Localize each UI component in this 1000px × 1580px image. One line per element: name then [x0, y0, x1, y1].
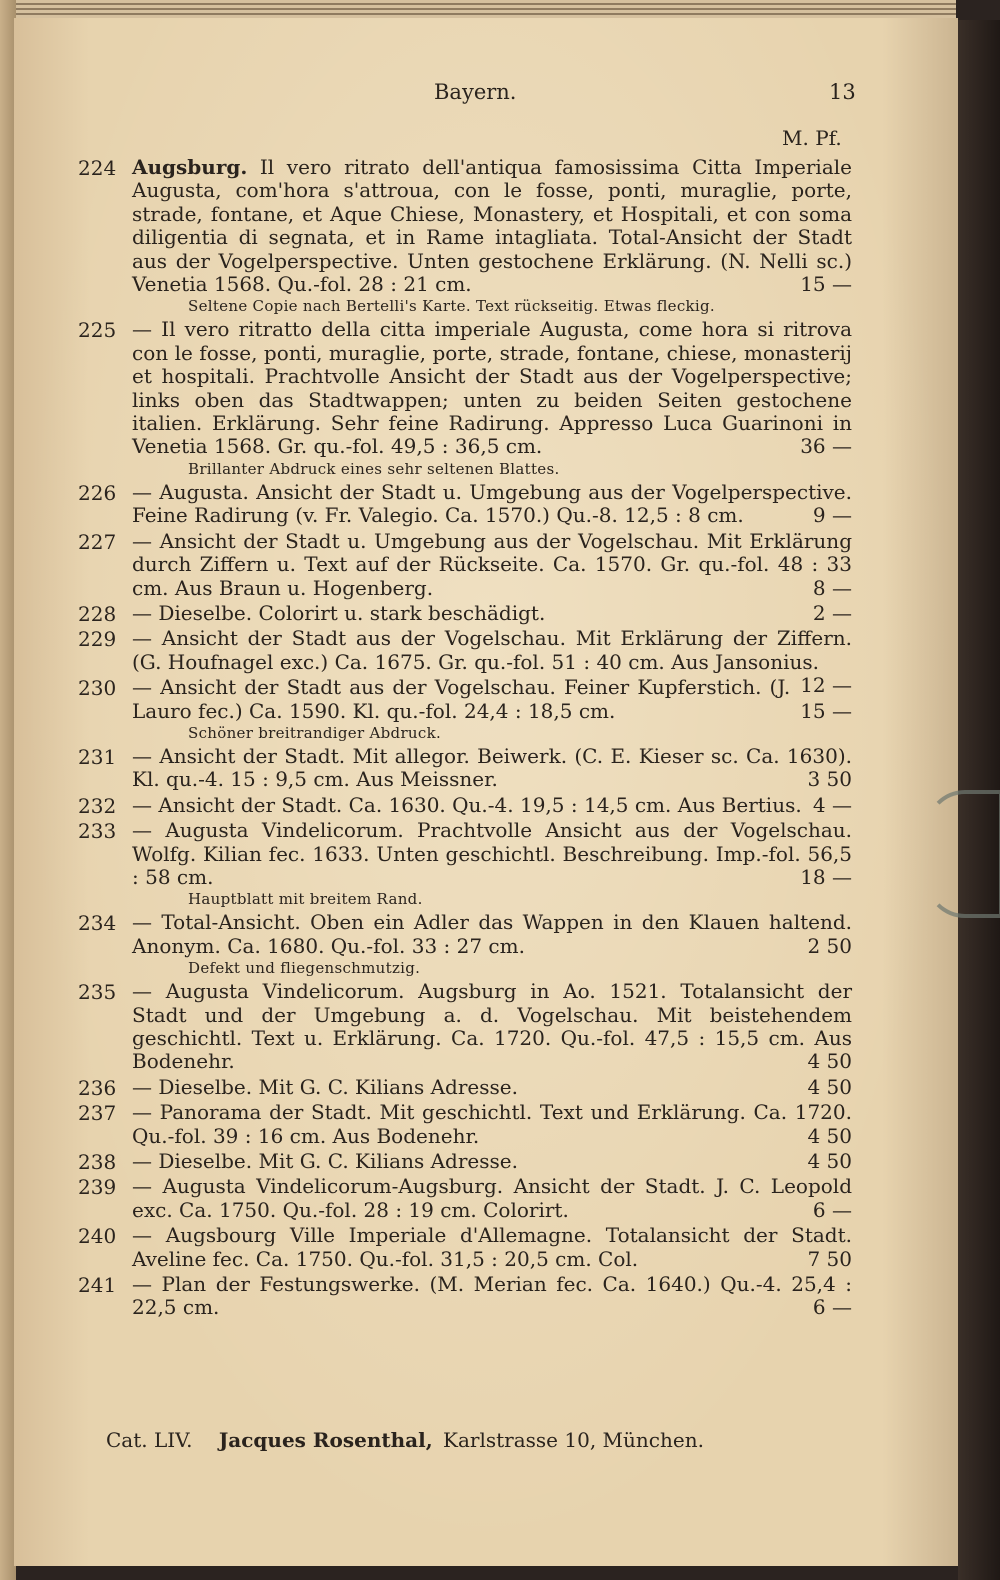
entry-text: — Ansicht der Stadt aus der Vogelschau. Mit Erklärung der Ziffern. (G. Houfnagel exc.) Ca. 1675. Gr. qu.-fol. 51 : 40 cm. Aus Jansonius. — [132, 626, 852, 674]
catalogue-entry — [14, 1175, 958, 1222]
catalogue-entry — [14, 911, 958, 978]
entry-price: 15 — — [800, 698, 852, 723]
catalogue-entry — [14, 602, 958, 625]
entry-text: — Augusta Vindelicorum. Augsburg in Ao. 1521. Totalansicht der Stadt und der Umgebung a. d. Vogelschau. Mit beistehendem geschichtl. Text u. Erklärung. Ca. 1720. Qu.-fol. 47,5 : 15,5 cm. Aus Bodenehr. — [132, 979, 852, 1074]
entry-number: 235 — [78, 980, 117, 1005]
entry-text: — Panorama der Stadt. Mit geschichtl. Text und Erklärung. Ca. 1720. Qu.-fol. 39 : 16 cm. Aus Bodenehr. — [132, 1100, 852, 1148]
catalogue-entry — [14, 1150, 958, 1173]
entry-number: 224 — [78, 156, 117, 180]
entry-text: — Il vero ritratto della citta imperiale Augusta, come hora si ritrova con le fosse, ponti, muraglie, porte, strade, fontane, chiese, monasterij et hospitali. Prachtvolle Ansicht der Stadt aus der Vogelperspective; links oben das Stadtwappen; unten zu beiden Seiten gestochene italien. Erklärung. Sehr feine Radirung. Appresso Luca Guarinoni in Venetia 1568. Gr. qu.-fol. 49,5 : 36,5 cm. — [132, 317, 852, 459]
entry-text: — Augusta Vindelicorum-Augsburg. Ansicht der Stadt. J. C. Leopold exc. Ca. 1750. Qu.-fol. 28 : 19 cm. Colorirt. — [132, 1174, 852, 1222]
catalogue-number: Cat. LIV. — [106, 1428, 193, 1452]
catalogue-page — [14, 18, 958, 1566]
paper-clip — [925, 790, 1000, 918]
entry-number: 238 — [78, 1150, 117, 1175]
entry-text: — Dieselbe. Mit G. C. Kilians Adresse. — [132, 1149, 518, 1174]
entry-description — [132, 318, 852, 458]
entry-number: 227 — [78, 529, 117, 554]
catalogue-entry — [14, 1224, 958, 1271]
entry-price: 9 — — [812, 503, 852, 528]
entry-note: Schöner breitrandiger Abdruck. — [188, 723, 442, 742]
entry-price: 36 — — [800, 434, 852, 459]
entry-number: 229 — [78, 627, 117, 652]
entry-price: 18 — — [800, 864, 852, 889]
catalogue-entries — [14, 156, 958, 1322]
currency-heading: M. Pf. — [782, 126, 842, 150]
entry-price: 6 — — [812, 1197, 852, 1222]
entry-number: 226 — [78, 480, 117, 505]
catalogue-entry — [14, 745, 958, 792]
entry-price: 8 — — [812, 575, 852, 600]
entry-description — [132, 481, 852, 528]
entry-description — [132, 819, 852, 889]
catalogue-entry — [14, 318, 958, 478]
entry-note: Defekt und fliegenschmutzig. — [188, 959, 421, 978]
entry-description — [132, 156, 852, 296]
entry-description — [132, 602, 852, 625]
entry-description — [132, 626, 852, 698]
catalogue-entry — [14, 1076, 958, 1099]
publisher-name: Jacques Rosenthal, — [218, 1428, 433, 1452]
publisher-address: Karlstrasse 10, München. — [443, 1428, 704, 1452]
entry-price: 2 50 — [807, 933, 852, 958]
entry-text: Il vero ritrato dell'antiqua famosissima Citta Imperiale Augusta, com'hora s'attroua, con le fosse, ponti, muraglie, porte, strade, fontane, et Aque Chiese, Monastery, et Hospitali, et con soma diligentia di segnata, et in Rame intagliata. Total-Ansicht der Stadt aus der Vogelperspective. Unten gestochene Erklärung. (N. Nelli sc.) Venetia 1568. Qu.-fol. 28 : 21 cm. — [132, 155, 852, 297]
entry-description — [132, 911, 852, 958]
entry-description — [132, 1150, 852, 1173]
entry-number: 230 — [78, 676, 117, 701]
page-footer — [106, 1428, 866, 1452]
entry-number: 233 — [78, 819, 117, 844]
entry-number: 237 — [78, 1101, 117, 1126]
entry-heading: Augsburg. — [132, 155, 248, 179]
entry-price: 12 — — [800, 673, 852, 698]
entry-number: 225 — [78, 318, 117, 343]
catalogue-entry — [14, 794, 958, 817]
entry-text: — Total-Ansicht. Oben ein Adler das Wappen in den Klauen haltend. Anonym. Ca. 1680. Qu.-fol. 33 : 27 cm. — [132, 910, 852, 958]
entry-text: — Augsbourg Ville Imperiale d'Allemagne. Totalansicht der Stadt. Aveline fec. Ca. 1750. Qu.-fol. 31,5 : 20,5 cm. Col. — [132, 1223, 852, 1271]
entry-text: — Ansicht der Stadt. Ca. 1630. Qu.-4. 19,5 : 14,5 cm. Aus Bertius. — [132, 792, 802, 817]
entry-text: — Ansicht der Stadt. Mit allegor. Beiwerk. (C. E. Kieser sc. Ca. 1630). Kl. qu.-4. 15 : 9,5 cm. Aus Meissner. — [132, 743, 852, 792]
entry-number: 240 — [78, 1224, 117, 1249]
entry-price: 4 50 — [807, 1049, 852, 1074]
catalogue-entry — [14, 481, 958, 528]
entry-description — [132, 1076, 852, 1099]
entry-number: 232 — [78, 793, 117, 818]
entry-description — [132, 1175, 852, 1222]
entry-description — [132, 673, 852, 723]
entry-price: 7 50 — [807, 1246, 852, 1271]
entry-price: 4 50 — [807, 1123, 852, 1148]
entry-text: — Ansicht der Stadt u. Umgebung aus der Vogelschau. Mit Erklärung durch Ziffern u. Text auf der Rückseite. Ca. 1570. Gr. qu.-fol. 48 : 33 cm. Aus Braun u. Hogenberg. — [132, 528, 852, 600]
entry-price: 4 — — [812, 792, 852, 817]
entry-description — [132, 745, 852, 792]
entry-price: 2 — — [812, 600, 852, 625]
catalogue-entry — [14, 819, 958, 909]
catalogue-entry — [14, 1101, 958, 1148]
catalogue-entry — [14, 530, 958, 600]
entry-number: 231 — [78, 744, 117, 769]
entry-description — [132, 1101, 852, 1148]
entry-price: 15 — — [800, 272, 852, 297]
entry-number: 236 — [78, 1075, 117, 1100]
catalogue-entry — [14, 980, 958, 1074]
entry-note: Seltene Copie nach Bertelli's Karte. Text rückseitig. Etwas fleckig. — [188, 297, 716, 316]
entry-price: 4 50 — [807, 1149, 852, 1174]
entry-text: — Plan der Festungswerke. (M. Merian fec. Ca. 1640.) Qu.-4. 25,4 : 22,5 cm. — [132, 1272, 852, 1320]
entry-price: 6 — — [812, 1295, 852, 1320]
entry-price: 3 50 — [807, 767, 852, 792]
catalogue-entry — [14, 1273, 958, 1320]
page-number: 13 — [829, 80, 856, 104]
entry-text: — Dieselbe. Colorirt u. stark beschädigt. — [132, 600, 546, 625]
entry-note: Brillanter Abdruck eines sehr seltenen Blattes. — [188, 459, 560, 478]
entry-number: 241 — [78, 1273, 117, 1298]
entry-note: Hauptblatt mit breitem Rand. — [188, 890, 423, 909]
entry-number: 239 — [78, 1175, 117, 1200]
entry-text: — Augusta. Ansicht der Stadt u. Umgebung aus der Vogelperspective. Feine Radirung (v. Fr. Valegio. Ca. 1570.) Qu.-8. 12,5 : 8 cm. — [132, 479, 852, 528]
entry-description — [132, 980, 852, 1074]
entry-price: 4 50 — [807, 1074, 852, 1099]
entry-number: 228 — [78, 601, 117, 626]
entry-description — [132, 794, 852, 817]
entry-number: 234 — [78, 911, 117, 936]
running-head: Bayern. — [434, 80, 517, 104]
entry-description — [132, 530, 852, 600]
catalogue-entry — [14, 156, 958, 316]
entry-text: — Augusta Vindelicorum. Prachtvolle Ansicht aus der Vogelschau. Wolfg. Kilian fec. 1633. Unten geschichtl. Beschreibung. Imp.-fol. 56,5 : 58 cm. — [132, 818, 852, 889]
catalogue-entry — [14, 673, 958, 743]
entry-text: — Dieselbe. Mit G. C. Kilians Adresse. — [132, 1074, 518, 1099]
entry-text: — Ansicht der Stadt aus der Vogelschau. Feiner Kupferstich. (J. Lauro fec.) Ca. 1590. Kl. qu.-fol. 24,4 : 18,5 cm. — [132, 675, 791, 723]
entry-description — [132, 1224, 852, 1271]
entry-description — [132, 1273, 852, 1320]
page-header — [14, 80, 958, 110]
